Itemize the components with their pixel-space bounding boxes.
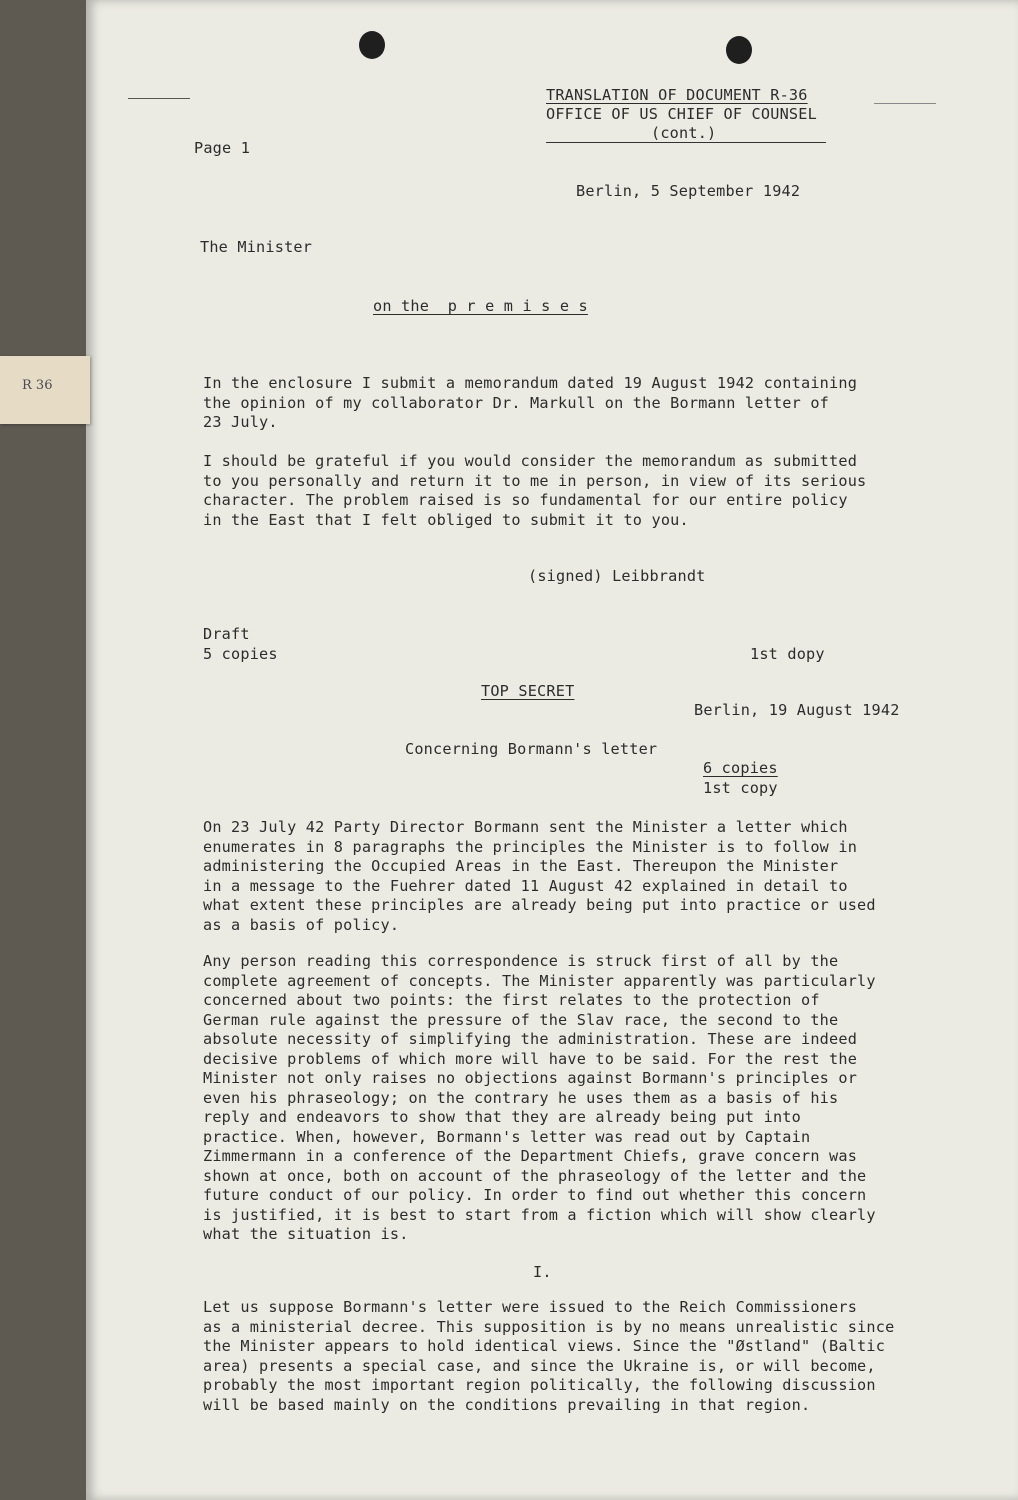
punch-hole-left (359, 31, 385, 59)
memo-section-number: I. (533, 1263, 552, 1281)
letter-addressee: The Minister (200, 238, 313, 256)
memo-paragraph-2: Any person reading this correspondence is struck first of all by the complete agreement of concepts. The Minister apparently was particularly concerned about two points: the first relates to the protection of German rule against the pressure of the Slav race, the second to the absolute necessity of simplifying the administration. These are indeed decisive problems of which more will have to be said. For the rest the Minister not only raises no objections against Bormann's principles or even his phraseology; on the contrary he uses them as a basis of his reply and endeavors to show that they are already being put into practice. When, however, Bormann's letter was read out by Captain Zimmermann in a conference of the Department Chiefs, grave concern was shown at once, both on account of the phraseology of the letter and the future conduct of our policy. In order to find out whether this concern is justified, it is best to start from a fiction which will show clearly what the situation is. (203, 952, 876, 1243)
document-tab (0, 356, 90, 424)
letter-signature: (signed) Leibbrandt (528, 567, 706, 585)
margin-mark-left (128, 98, 190, 99)
document-tab-label: R 36 (22, 378, 53, 393)
memo-copies-count: 6 copies (703, 759, 778, 777)
margin-mark-right (874, 103, 936, 104)
header-line-3: (cont.) (651, 124, 717, 142)
memo-copies-draft: 5 copies (203, 645, 278, 663)
punch-hole-right (726, 36, 752, 64)
memo-draft: Draft (203, 625, 250, 643)
header-rule (546, 142, 826, 143)
memo-paragraph-1: On 23 July 42 Party Director Bormann sent the Minister a letter which enumerates in 8 paragraphs the principles the Minister is to follow in administering the Occupied Areas in the East. Thereupon the Minister in a message to the Fuehrer dated 11 August 42 explained in detail to what extent these principles are already being put into practice or used as a basis of policy. (203, 818, 876, 934)
memo-date: Berlin, 19 August 1942 (694, 701, 900, 719)
letter-paragraph-2: I should be grateful if you would consider the memorandum as submitted to you personally and return it to me in person, in view of its serious character. The problem raised is so fundamental for our entire policy in the East that I felt obliged to submit it to you. (203, 452, 867, 529)
memo-subject: Concerning Bormann's letter (405, 740, 658, 758)
letter-date: Berlin, 5 September 1942 (576, 182, 801, 200)
page-label: Page 1 (194, 139, 251, 157)
memo-copy-number: 1st dopy (750, 645, 825, 663)
memo-classification: TOP SECRET (481, 682, 575, 700)
document-page (86, 0, 1018, 1500)
memo-paragraph-3: Let us suppose Bormann's letter were issued to the Reich Commissioners as a ministerial decree. This supposition is by no means unrealistic since the Minister appears to hold identical views. Since the "Østland" (Baltic area) presents a special case, and since the Ukraine is, or will become, probably the most important region politically, the following discussion will be based mainly on the conditions prevailing in that region. (203, 1298, 895, 1414)
memo-copy-label: 1st copy (703, 779, 778, 797)
letter-paragraph-1: In the enclosure I submit a memorandum dated 19 August 1942 containing the opinion of my collaborator Dr. Markull on the Bormann letter of 23 July. (203, 374, 858, 431)
letter-premises: on the p r e m i s e s (373, 297, 588, 315)
header-line-1: TRANSLATION OF DOCUMENT R-36 (546, 86, 808, 104)
header-line-2: OFFICE OF US CHIEF OF COUNSEL (546, 105, 817, 123)
